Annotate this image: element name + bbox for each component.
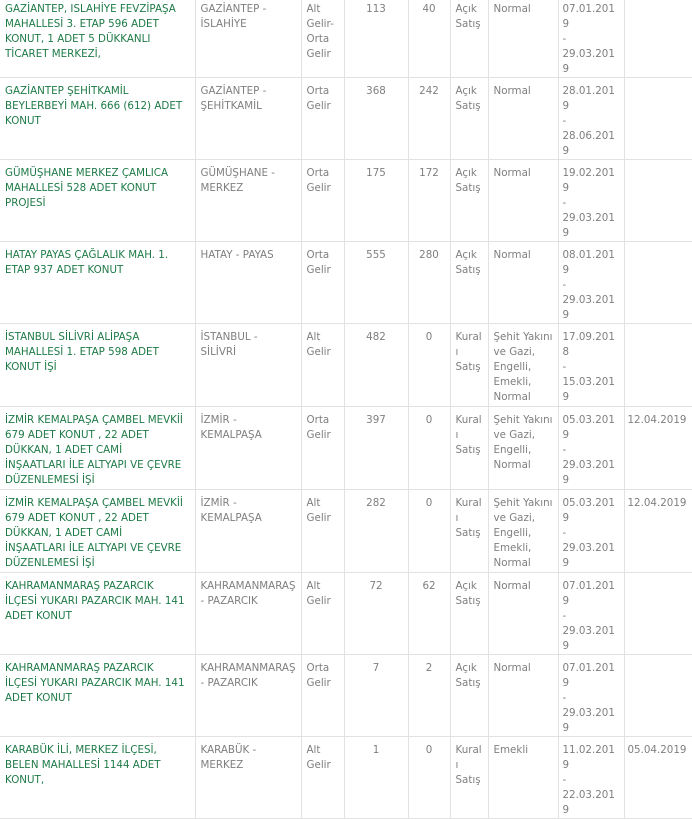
table-row (0, 573, 692, 655)
project-name-cell[interactable] (0, 160, 195, 242)
extra-date-cell (624, 78, 692, 160)
date-range-cell (558, 324, 624, 407)
total-count-cell: 368 (344, 78, 408, 160)
category-cell: Normal (488, 242, 558, 324)
sale-type-cell: Açık Satış (450, 160, 488, 242)
table-row (0, 324, 692, 407)
remaining-count-cell: 0 (408, 324, 450, 407)
project-name-cell[interactable] (0, 407, 195, 490)
end-date: 28.06.2019 (562, 130, 615, 157)
project-link[interactable]: İZMİR KEMALPAŞA ÇAMBEL MEVKİİ 679 ADET KONUT , 22 ADET DÜKKAN, 1 ADET CAMİ İNŞAATLARI İLE ALTYAPI VE ÇEVRE DÜZENLEMESİ İŞİ (5, 497, 183, 569)
end-date: 29.03.2019 (562, 707, 615, 734)
date-separator: - (562, 33, 567, 45)
project-link[interactable]: İZMİR KEMALPAŞA ÇAMBEL MEVKİİ 679 ADET KONUT , 22 ADET DÜKKAN, 1 ADET CAMİ İNŞAATLARI İLE ALTYAPI VE ÇEVRE DÜZENLEMESİ İŞİ (5, 414, 183, 486)
project-link[interactable]: KAHRAMANMARAŞ PAZARCIK İLÇESİ YUKARI PAZARCIK MAH. 141 ADET KONUT (5, 662, 185, 704)
extra-date-cell (624, 242, 692, 324)
total-count-cell: 7 (344, 655, 408, 737)
income-group-cell: Orta Gelir (301, 407, 344, 490)
total-count-cell: 113 (344, 0, 408, 78)
category-cell: Normal (488, 573, 558, 655)
extra-date-cell (624, 324, 692, 407)
start-date: 17.09.2018 (562, 331, 615, 358)
extra-date-cell (624, 573, 692, 655)
date-range-cell (558, 737, 624, 819)
project-link[interactable]: KAHRAMANMARAŞ PAZARCIK İLÇESİ YUKARI PAZARCIK MAH. 141 ADET KONUT (5, 580, 185, 622)
start-date: 05.03.2019 (562, 414, 615, 441)
table-row (0, 655, 692, 737)
project-link[interactable]: GAZİANTEP, ISLAHİYE FEVZİPAŞA MAHALLESİ 3. ETAP 596 ADET KONUT, 1 ADET 5 DÜKKANLI TİCARET MERKEZİ, (5, 3, 176, 60)
date-range-cell (558, 160, 624, 242)
category-cell: Normal (488, 78, 558, 160)
sale-type-cell: Açık Satış (450, 78, 488, 160)
end-date: 29.03.2019 (562, 294, 615, 321)
category-cell: Şehit Yakını ve Gazi, Engelli, Emekli, Normal (488, 490, 558, 573)
project-link[interactable]: KARABÜK İLİ, MERKEZ İLÇESİ, BELEN MAHALLESİ 1144 ADET KONUT, (5, 744, 161, 786)
project-name-cell[interactable] (0, 242, 195, 324)
extra-date-cell (624, 160, 692, 242)
remaining-count-cell: 0 (408, 407, 450, 490)
income-group-cell: Orta Gelir (301, 242, 344, 324)
total-count-cell: 175 (344, 160, 408, 242)
date-separator: - (562, 444, 567, 456)
start-date: 08.01.2019 (562, 249, 615, 276)
location-cell: İZMİR - KEMALPAŞA (195, 407, 301, 490)
date-range-cell (558, 407, 624, 490)
category-cell: Şehit Yakını ve Gazi, Engelli, Normal (488, 407, 558, 490)
location-cell: GAZİANTEP - İSLAHİYE (195, 0, 301, 78)
start-date: 07.01.2019 (562, 580, 615, 607)
location-cell: HATAY - PAYAS (195, 242, 301, 324)
total-count-cell: 482 (344, 324, 408, 407)
extra-date-cell: 12.04.2019 (624, 490, 692, 573)
total-count-cell: 397 (344, 407, 408, 490)
income-group-cell: Alt Gelir (301, 324, 344, 407)
remaining-count-cell: 280 (408, 242, 450, 324)
category-cell: Normal (488, 655, 558, 737)
table-row (0, 160, 692, 242)
remaining-count-cell: 0 (408, 737, 450, 819)
end-date: 29.03.2019 (562, 459, 615, 486)
project-name-cell[interactable] (0, 737, 195, 819)
total-count-cell: 72 (344, 573, 408, 655)
remaining-count-cell: 2 (408, 655, 450, 737)
table-row (0, 407, 692, 490)
start-date: 11.02.2019 (562, 744, 615, 771)
table-row (0, 490, 692, 573)
date-separator: - (562, 115, 567, 127)
date-separator: - (562, 774, 567, 786)
end-date: 22.03.2019 (562, 789, 615, 816)
date-range-cell (558, 78, 624, 160)
project-link[interactable]: İSTANBUL SİLİVRİ ALİPAŞA MAHALLESİ 1. ETAP 598 ADET KONUT İŞİ (5, 331, 159, 373)
income-group-cell: Alt Gelir (301, 737, 344, 819)
remaining-count-cell: 0 (408, 490, 450, 573)
sale-type-cell: Kuralı Satış (450, 407, 488, 490)
remaining-count-cell: 242 (408, 78, 450, 160)
project-name-cell[interactable] (0, 490, 195, 573)
sale-type-cell: Kuralı Satış (450, 324, 488, 407)
table-row (0, 737, 692, 819)
income-group-cell: Orta Gelir (301, 78, 344, 160)
income-group-cell: Alt Gelir-Orta Gelir (301, 0, 344, 78)
start-date: 07.01.2019 (562, 662, 615, 689)
remaining-count-cell: 40 (408, 0, 450, 78)
income-group-cell: Orta Gelir (301, 160, 344, 242)
category-cell: Emekli (488, 737, 558, 819)
project-link[interactable]: HATAY PAYAS ÇAĞLALIK MAH. 1. ETAP 937 ADET KONUT (5, 249, 169, 276)
location-cell: İZMİR - KEMALPAŞA (195, 490, 301, 573)
extra-date-cell: 12.04.2019 (624, 407, 692, 490)
category-cell: Şehit Yakını ve Gazi, Engelli, Emekli, Normal (488, 324, 558, 407)
sale-type-cell: Kuralı Satış (450, 490, 488, 573)
category-cell: Normal (488, 160, 558, 242)
extra-date-cell (624, 655, 692, 737)
total-count-cell: 282 (344, 490, 408, 573)
start-date: 05.03.2019 (562, 497, 615, 524)
category-cell: Normal (488, 0, 558, 78)
project-name-cell[interactable] (0, 573, 195, 655)
remaining-count-cell: 62 (408, 573, 450, 655)
date-range-cell (558, 490, 624, 573)
total-count-cell: 555 (344, 242, 408, 324)
extra-date-cell: 05.04.2019 (624, 737, 692, 819)
sale-type-cell: Kuralı Satış (450, 737, 488, 819)
sale-type-cell: Açık Satış (450, 573, 488, 655)
location-cell: GÜMÜŞHANE - MERKEZ (195, 160, 301, 242)
project-link[interactable]: GÜMÜŞHANE MERKEZ ÇAMLICA MAHALLESİ 528 ADET KONUT PROJESİ (5, 167, 168, 209)
end-date: 29.03.2019 (562, 48, 615, 75)
start-date: 07.01.2019 (562, 3, 615, 30)
location-cell: KAHRAMANMARAŞ - PAZARCIK (195, 655, 301, 737)
project-name-cell[interactable] (0, 78, 195, 160)
start-date: 19.02.2019 (562, 167, 615, 194)
location-cell: KAHRAMANMARAŞ - PAZARCIK (195, 573, 301, 655)
sale-type-cell: Açık Satış (450, 242, 488, 324)
project-name-cell[interactable] (0, 0, 195, 78)
project-name-cell[interactable] (0, 655, 195, 737)
sale-type-cell: Açık Satış (450, 0, 488, 78)
end-date: 29.03.2019 (562, 625, 615, 652)
income-group-cell: Alt Gelir (301, 573, 344, 655)
project-name-cell[interactable] (0, 324, 195, 407)
location-cell: İSTANBUL - SİLİVRİ (195, 324, 301, 407)
date-separator: - (562, 610, 567, 622)
table-row (0, 0, 692, 78)
date-separator: - (562, 692, 567, 704)
date-range-cell (558, 0, 624, 78)
table-row (0, 242, 692, 324)
extra-date-cell (624, 0, 692, 78)
location-cell: GAZİANTEP - ŞEHİTKAMİL (195, 78, 301, 160)
date-range-cell (558, 573, 624, 655)
sale-type-cell: Açık Satış (450, 655, 488, 737)
date-range-cell (558, 655, 624, 737)
total-count-cell: 1 (344, 737, 408, 819)
date-separator: - (562, 197, 567, 209)
remaining-count-cell: 172 (408, 160, 450, 242)
table-row (0, 78, 692, 160)
date-separator: - (562, 527, 567, 539)
income-group-cell: Orta Gelir (301, 655, 344, 737)
end-date: 29.03.2019 (562, 212, 615, 239)
date-range-cell (558, 242, 624, 324)
location-cell: KARABÜK - MERKEZ (195, 737, 301, 819)
start-date: 28.01.2019 (562, 85, 615, 112)
end-date: 15.03.2019 (562, 376, 615, 403)
date-separator: - (562, 279, 567, 291)
project-link[interactable]: GAZİANTEP ŞEHİTKAMİL BEYLERBEYİ MAH. 666 (612) ADET KONUT (5, 85, 183, 127)
date-separator: - (562, 361, 567, 373)
income-group-cell: Alt Gelir (301, 490, 344, 573)
end-date: 29.03.2019 (562, 542, 615, 569)
